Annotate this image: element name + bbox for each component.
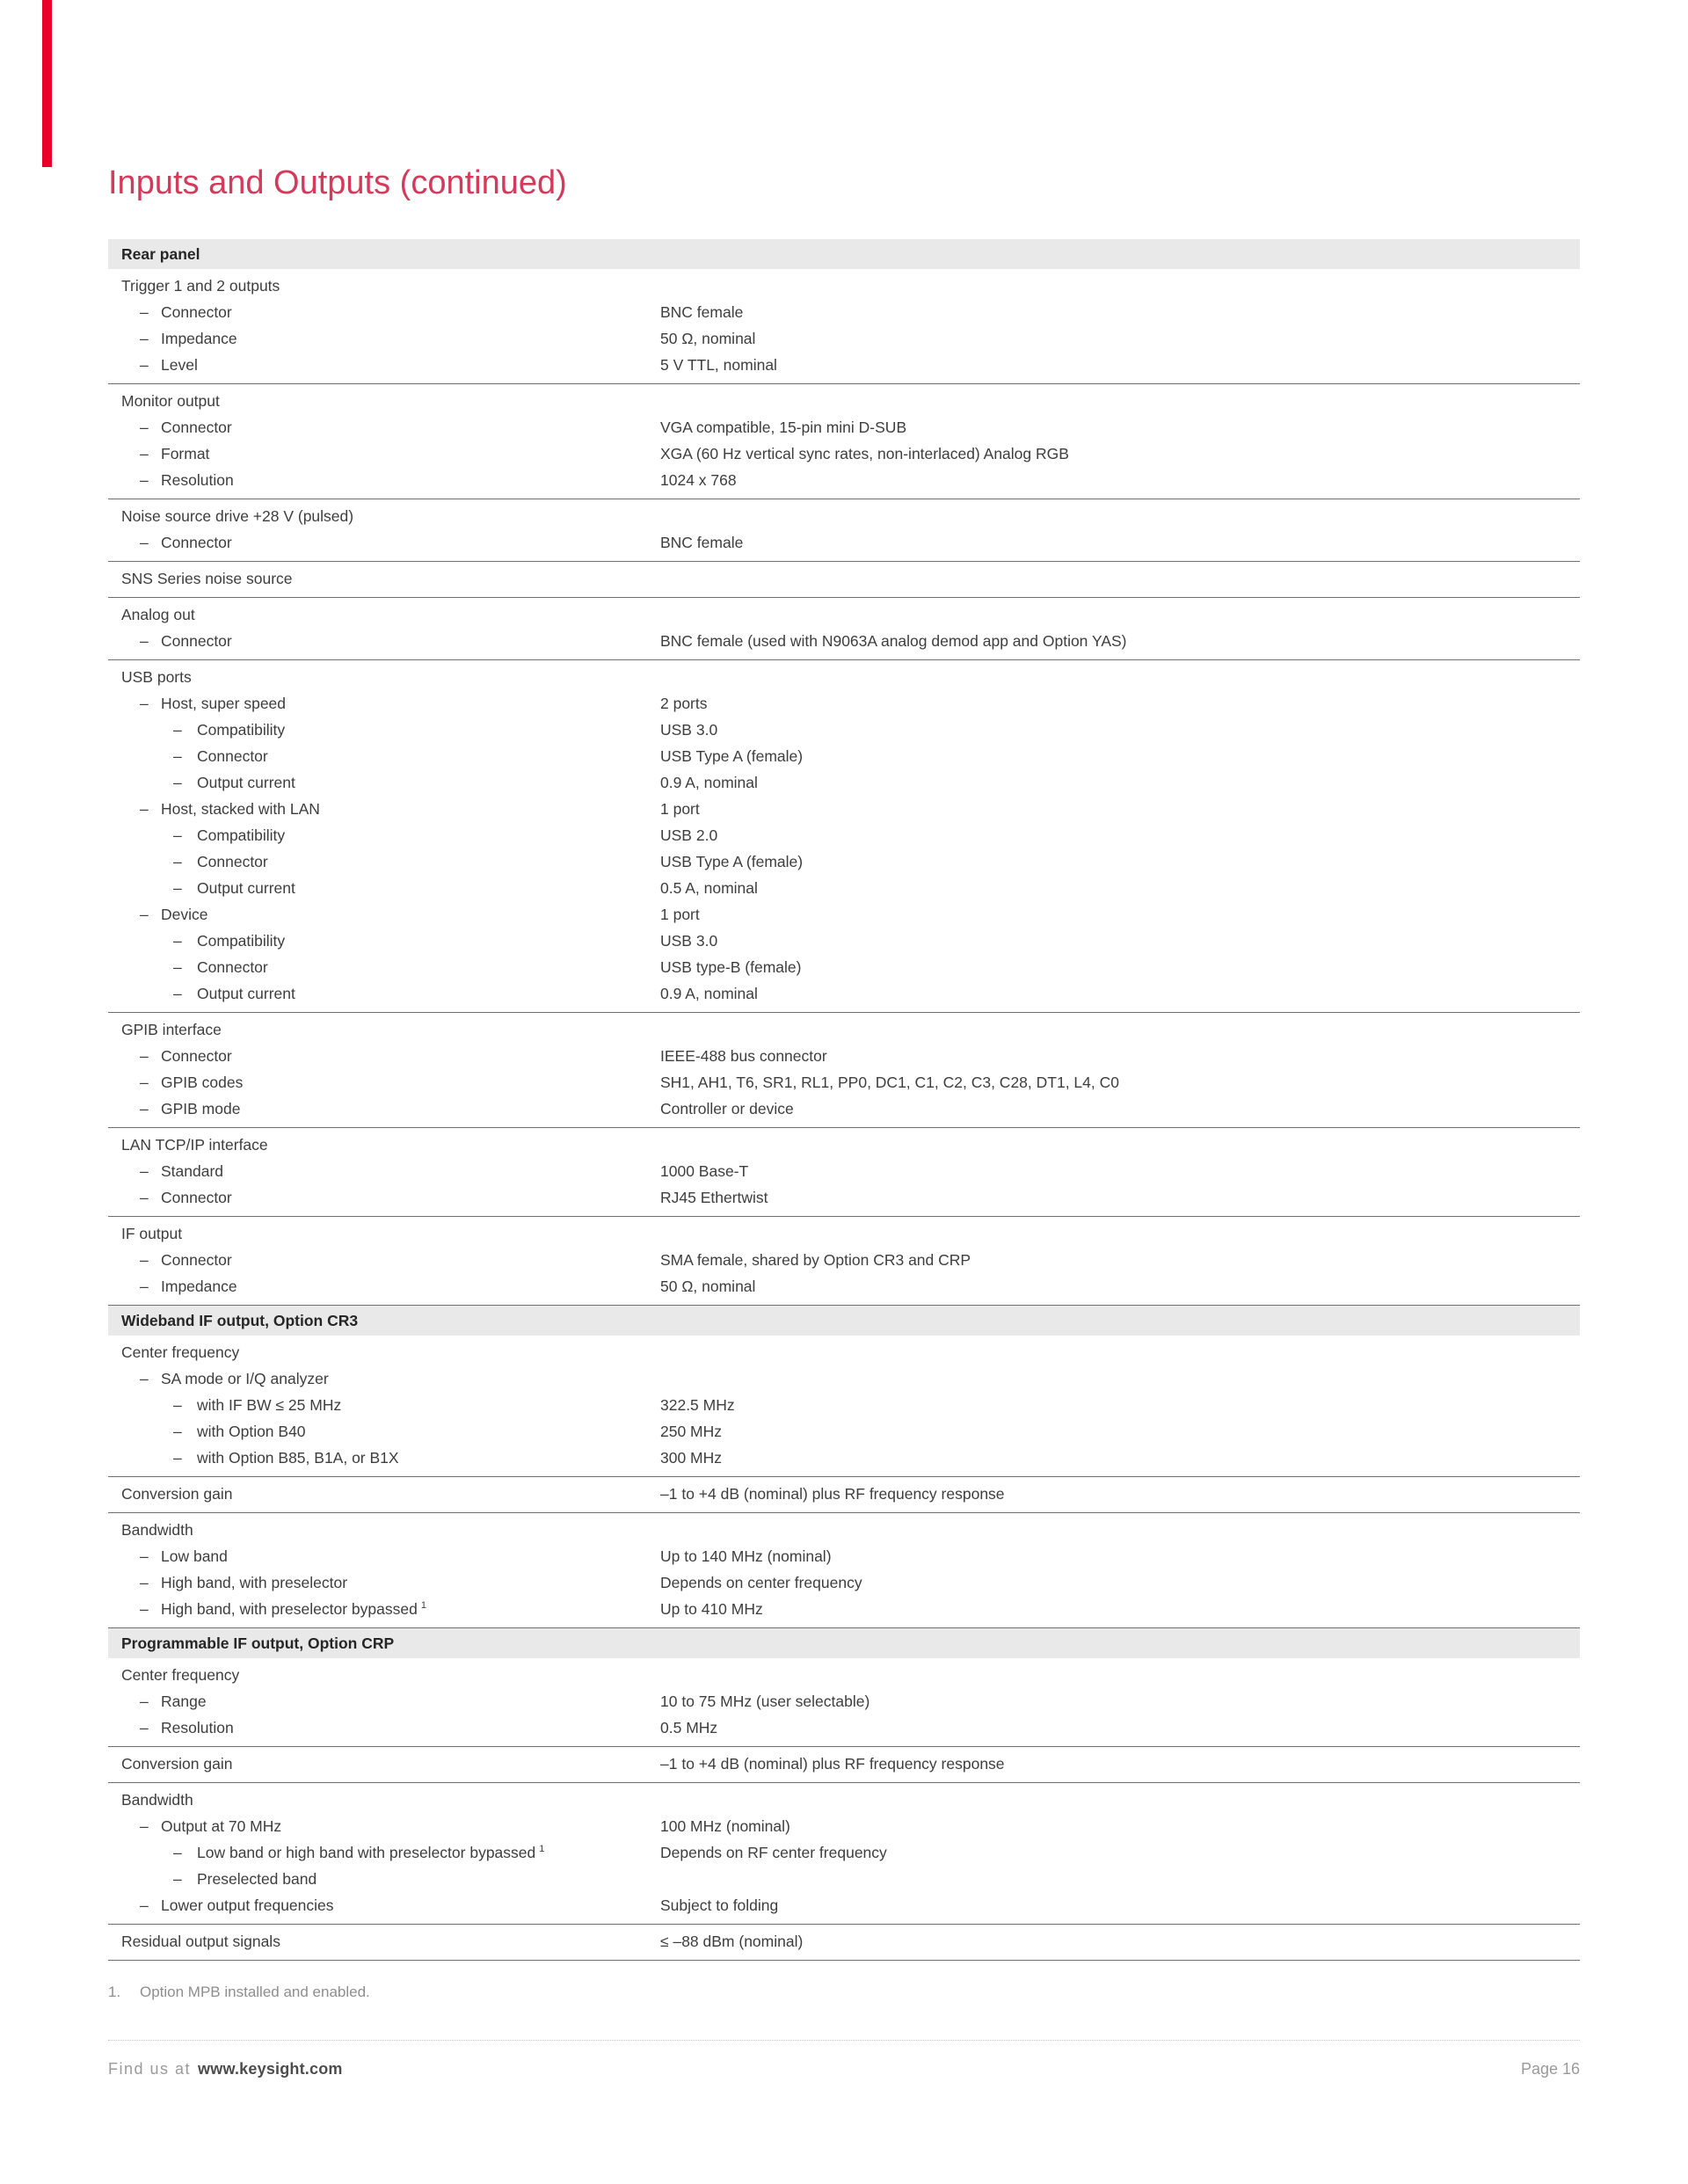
spec-label-text: Resolution (161, 1719, 234, 1736)
keysight-url[interactable]: www.keysight.com (198, 2060, 343, 2078)
spec-label-text: Level (161, 356, 198, 374)
dash-bullet: – (173, 774, 182, 791)
section-header: Rear panel (108, 239, 1580, 269)
spec-row (108, 352, 1580, 378)
spec-label-text: GPIB interface (121, 1021, 222, 1038)
spec-group (108, 1128, 1580, 1217)
spec-label-text: with Option B40 (197, 1423, 306, 1440)
spec-row (108, 717, 1580, 743)
spec-label-text: Impedance (161, 1278, 237, 1295)
spec-label-text: Compatibility (197, 721, 286, 739)
dash-bullet: – (140, 1547, 149, 1565)
spec-label (108, 601, 660, 628)
spec-label (108, 1866, 660, 1892)
spec-label (108, 1016, 660, 1043)
spec-row (108, 1220, 1580, 1247)
spec-label (108, 1220, 660, 1247)
spec-label-text: High band, with preselector (161, 1574, 348, 1591)
spec-table (108, 239, 1580, 1961)
page-footer (108, 2060, 1580, 2078)
spec-label-text: Range (161, 1693, 207, 1710)
spec-group (108, 1217, 1580, 1306)
dash-bullet: – (173, 747, 182, 765)
spec-value: USB Type A (female) (660, 853, 804, 870)
spec-row (108, 503, 1580, 529)
spec-label-text: Conversion gain (121, 1485, 233, 1503)
spec-row (108, 601, 1580, 628)
spec-label (108, 690, 660, 717)
spec-value: Subject to folding (660, 1896, 779, 1914)
spec-label-text: Format (161, 445, 210, 462)
spec-label (108, 769, 660, 796)
dash-bullet: – (173, 932, 182, 950)
dash-bullet: – (140, 906, 149, 923)
footnote-number: 1. (108, 1984, 121, 2000)
spec-label (108, 1543, 660, 1569)
dash-bullet: – (140, 1278, 149, 1295)
spec-label (108, 1928, 660, 1955)
spec-label-text: Low band (161, 1547, 228, 1565)
dash-bullet: – (140, 1074, 149, 1091)
spec-group (108, 384, 1580, 499)
spec-label (108, 1418, 660, 1445)
spec-row (108, 848, 1580, 875)
footnote-ref: 1 (539, 1844, 545, 1855)
spec-value: USB 3.0 (660, 932, 718, 950)
spec-value: 10 to 75 MHz (user selectable) (660, 1693, 870, 1710)
spec-group (108, 269, 1580, 384)
dash-bullet: – (140, 1896, 149, 1914)
spec-label (108, 1096, 660, 1122)
spec-row (108, 1662, 1580, 1688)
spec-value: Depends on center frequency (660, 1574, 862, 1591)
spec-value: Up to 410 MHz (660, 1600, 763, 1618)
dash-bullet: – (173, 879, 182, 897)
spec-value: Controller or device (660, 1100, 794, 1117)
spec-label (108, 503, 660, 529)
spec-group (108, 1783, 1580, 1925)
spec-label (108, 1184, 660, 1211)
spec-group (108, 499, 1580, 562)
spec-label (108, 1481, 660, 1507)
spec-label-text: Residual output signals (121, 1933, 280, 1950)
page-title: Inputs and Outputs (continued) (108, 164, 567, 201)
spec-row (108, 1392, 1580, 1418)
spec-label-text: GPIB codes (161, 1074, 244, 1091)
spec-label (108, 1517, 660, 1543)
spec-label-text: Connector (197, 958, 268, 976)
dash-bullet: – (140, 1693, 149, 1710)
spec-row (108, 1016, 1580, 1043)
spec-value: 250 MHz (660, 1423, 723, 1440)
spec-value: XGA (60 Hz vertical sync rates, non-interlaced) Analog RGB (660, 445, 1069, 462)
spec-row (108, 1365, 1580, 1392)
spec-value: VGA compatible, 15-pin mini D-SUB (660, 419, 907, 436)
dash-bullet: – (140, 330, 149, 347)
spec-label-text: Host, stacked with LAN (161, 800, 320, 818)
spec-row (108, 822, 1580, 848)
spec-value: USB 3.0 (660, 721, 718, 739)
spec-row (108, 1928, 1580, 1955)
spec-row (108, 1273, 1580, 1299)
spec-label-text: Conversion gain (121, 1755, 233, 1773)
spec-row (108, 1247, 1580, 1273)
spec-label (108, 664, 660, 690)
spec-label-text: Connector (161, 1047, 232, 1065)
spec-value: 300 MHz (660, 1449, 723, 1467)
spec-row (108, 1184, 1580, 1211)
spec-row (108, 1158, 1580, 1184)
spec-value: SMA female, shared by Option CR3 and CRP (660, 1251, 971, 1269)
spec-row (108, 1813, 1580, 1839)
spec-value: USB 2.0 (660, 826, 718, 844)
spec-label-text: Connector (161, 1189, 232, 1206)
spec-row (108, 901, 1580, 928)
spec-label-text: Noise source drive +28 V (pulsed) (121, 507, 354, 525)
spec-group (108, 1477, 1580, 1513)
spec-value: 322.5 MHz (660, 1396, 735, 1414)
dash-bullet: – (140, 1370, 149, 1387)
spec-label (108, 1445, 660, 1471)
spec-label-text: Output at 70 MHz (161, 1817, 282, 1835)
section-header: Programmable IF output, Option CRP (108, 1628, 1580, 1658)
spec-row (108, 1751, 1580, 1777)
spec-label (108, 1714, 660, 1741)
spec-label-text: SA mode or I/Q analyzer (161, 1370, 329, 1387)
spec-label (108, 1043, 660, 1069)
spec-label (108, 1132, 660, 1158)
footnote-text: Option MPB installed and enabled. (140, 1984, 370, 2000)
spec-value: ≤ –88 dBm (nominal) (660, 1933, 804, 1950)
spec-label (108, 1787, 660, 1813)
spec-value: 5 V TTL, nominal (660, 356, 777, 374)
spec-row (108, 1445, 1580, 1471)
dash-bullet: – (140, 800, 149, 818)
spec-label (108, 928, 660, 954)
spec-label-text: IF output (121, 1225, 183, 1242)
spec-row (108, 928, 1580, 954)
spec-value: 50 Ω, nominal (660, 330, 756, 347)
spec-label (108, 743, 660, 769)
spec-label (108, 529, 660, 556)
spec-row (108, 440, 1580, 467)
spec-label-text: Compatibility (197, 826, 286, 844)
spec-label-text: Connector (161, 1251, 232, 1269)
spec-group (108, 1925, 1580, 1961)
dash-bullet: – (140, 1047, 149, 1065)
spec-row (108, 1043, 1580, 1069)
spec-label-text: Bandwidth (121, 1521, 193, 1539)
spec-label (108, 440, 660, 467)
brand-accent-bar (42, 0, 52, 167)
spec-row (108, 1339, 1580, 1365)
footer-left (108, 2060, 343, 2078)
spec-row (108, 1839, 1580, 1866)
spec-label (108, 717, 660, 743)
spec-row (108, 565, 1580, 592)
spec-label (108, 1339, 660, 1365)
spec-label-text: High band, with preselector bypassed (161, 1600, 418, 1618)
spec-label (108, 822, 660, 848)
dash-bullet: – (173, 958, 182, 976)
spec-value: Up to 140 MHz (nominal) (660, 1547, 832, 1565)
spec-value: BNC female (used with N9063A analog demod app and Option YAS) (660, 632, 1127, 650)
dash-bullet: – (140, 1574, 149, 1591)
spec-label-text: Connector (197, 747, 268, 765)
page-number: Page 16 (1520, 2060, 1580, 2078)
spec-value: 50 Ω, nominal (660, 1278, 756, 1295)
spec-label-text: Connector (161, 632, 232, 650)
section-header: Wideband IF output, Option CR3 (108, 1306, 1580, 1336)
dash-bullet: – (173, 1870, 182, 1888)
spec-value: 1 port (660, 800, 700, 818)
spec-row (108, 414, 1580, 440)
dash-bullet: – (140, 695, 149, 712)
spec-row (108, 529, 1580, 556)
spec-value: 2 ports (660, 695, 708, 712)
spec-label (108, 1839, 660, 1866)
dash-bullet: – (140, 1600, 149, 1618)
spec-value: –1 to +4 dB (nominal) plus RF frequency response (660, 1485, 1005, 1503)
spec-group (108, 660, 1580, 1013)
spec-row (108, 1418, 1580, 1445)
spec-value: USB type-B (female) (660, 958, 802, 976)
spec-row (108, 1714, 1580, 1741)
spec-row (108, 388, 1580, 414)
footnote (108, 1984, 1580, 2001)
spec-row (108, 769, 1580, 796)
spec-label (108, 1569, 660, 1596)
footer-divider (108, 2040, 1580, 2041)
spec-group (108, 1747, 1580, 1783)
spec-label-text: Resolution (161, 471, 234, 489)
spec-row (108, 980, 1580, 1007)
spec-label-text: USB ports (121, 668, 192, 686)
spec-label (108, 1392, 660, 1418)
spec-row (108, 1132, 1580, 1158)
spec-label (108, 414, 660, 440)
spec-value: USB Type A (female) (660, 747, 804, 765)
dash-bullet: – (140, 1719, 149, 1736)
spec-value: IEEE-488 bus connector (660, 1047, 827, 1065)
spec-value: 0.5 A, nominal (660, 879, 758, 897)
spec-row (108, 1892, 1580, 1918)
spec-group (108, 562, 1580, 598)
spec-row (108, 664, 1580, 690)
spec-row (108, 467, 1580, 493)
spec-label-text: Lower output frequencies (161, 1896, 334, 1914)
spec-group (108, 1013, 1580, 1128)
spec-label-text: SNS Series noise source (121, 570, 293, 587)
spec-label (108, 875, 660, 901)
spec-label-text: GPIB mode (161, 1100, 241, 1117)
spec-label-text: with Option B85, B1A, or B1X (197, 1449, 399, 1467)
spec-label (108, 1751, 660, 1777)
spec-label-text: Center frequency (121, 1666, 240, 1684)
spec-label-text: Center frequency (121, 1343, 240, 1361)
spec-group (108, 1513, 1580, 1628)
spec-row (108, 1096, 1580, 1122)
spec-label-text: Output current (197, 774, 295, 791)
spec-label (108, 1158, 660, 1184)
spec-label (108, 1247, 660, 1273)
dash-bullet: – (173, 1449, 182, 1467)
spec-label (108, 565, 660, 592)
spec-label-text: Analog out (121, 606, 195, 623)
spec-label-text: Impedance (161, 330, 237, 347)
spec-value: 1000 Base-T (660, 1162, 749, 1180)
spec-label (108, 467, 660, 493)
dash-bullet: – (140, 1251, 149, 1269)
spec-value: BNC female (660, 534, 744, 551)
dash-bullet: – (140, 445, 149, 462)
spec-value: 0.9 A, nominal (660, 774, 758, 791)
footnote-ref: 1 (420, 1600, 426, 1612)
spec-label-text: Connector (161, 419, 232, 436)
spec-value: 1024 x 768 (660, 471, 737, 489)
spec-label (108, 388, 660, 414)
spec-label (108, 273, 660, 299)
spec-value: 0.9 A, nominal (660, 985, 758, 1002)
dash-bullet: – (173, 985, 182, 1002)
spec-label-text: Standard (161, 1162, 224, 1180)
spec-label (108, 352, 660, 378)
spec-label (108, 796, 660, 822)
spec-row (108, 1543, 1580, 1569)
spec-label-text: Host, super speed (161, 695, 287, 712)
spec-value: 1 port (660, 906, 700, 923)
spec-label (108, 1892, 660, 1918)
dash-bullet: – (140, 356, 149, 374)
spec-label-text: Output current (197, 879, 295, 897)
spec-row (108, 796, 1580, 822)
spec-label (108, 628, 660, 654)
spec-row (108, 1069, 1580, 1096)
spec-label-text: Connector (161, 303, 232, 321)
spec-label (108, 299, 660, 325)
spec-row (108, 875, 1580, 901)
spec-group (108, 1336, 1580, 1477)
spec-label-text: with IF BW ≤ 25 MHz (197, 1396, 342, 1414)
spec-row (108, 1569, 1580, 1596)
spec-label-text: Trigger 1 and 2 outputs (121, 277, 280, 295)
spec-group (108, 598, 1580, 660)
dash-bullet: – (140, 1162, 149, 1180)
spec-label-text: Preselected band (197, 1870, 317, 1888)
dash-bullet: – (140, 471, 149, 489)
spec-label-text: Connector (161, 534, 232, 551)
spec-row (108, 628, 1580, 654)
spec-row (108, 690, 1580, 717)
spec-value: RJ45 Ethertwist (660, 1189, 768, 1206)
spec-value: SH1, AH1, T6, SR1, RL1, PP0, DC1, C1, C2, C3, C28, DT1, L4, C0 (660, 1074, 1119, 1091)
dash-bullet: – (173, 1396, 182, 1414)
dash-bullet: – (173, 1844, 182, 1861)
dash-bullet: – (173, 721, 182, 739)
spec-row (108, 325, 1580, 352)
dash-bullet: – (140, 1100, 149, 1117)
spec-label (108, 1069, 660, 1096)
dash-bullet: – (140, 419, 149, 436)
spec-label-text: LAN TCP/IP interface (121, 1136, 268, 1154)
spec-label (108, 848, 660, 875)
spec-value: –1 to +4 dB (nominal) plus RF frequency response (660, 1755, 1005, 1773)
spec-label (108, 1365, 660, 1392)
find-us-label: Find us at (108, 2060, 192, 2078)
spec-label (108, 1688, 660, 1714)
spec-row (108, 1596, 1580, 1622)
dash-bullet: – (140, 303, 149, 321)
dash-bullet: – (173, 853, 182, 870)
spec-row (108, 743, 1580, 769)
spec-label (108, 1662, 660, 1688)
spec-label-text: Monitor output (121, 392, 220, 410)
spec-row (108, 954, 1580, 980)
spec-row (108, 299, 1580, 325)
dash-bullet: – (173, 826, 182, 844)
spec-row (108, 1787, 1580, 1813)
spec-value: BNC female (660, 303, 744, 321)
spec-label (108, 1273, 660, 1299)
spec-value: 0.5 MHz (660, 1719, 718, 1736)
spec-label (108, 980, 660, 1007)
spec-label-text: Device (161, 906, 208, 923)
spec-row (108, 1481, 1580, 1507)
spec-label (108, 954, 660, 980)
spec-label-text: Connector (197, 853, 268, 870)
dash-bullet: – (140, 534, 149, 551)
dash-bullet: – (140, 632, 149, 650)
dash-bullet: – (140, 1189, 149, 1206)
spec-row (108, 1688, 1580, 1714)
spec-label (108, 325, 660, 352)
spec-row (108, 1517, 1580, 1543)
spec-label-text: Output current (197, 985, 295, 1002)
spec-group (108, 1658, 1580, 1747)
spec-row (108, 1866, 1580, 1892)
spec-value: 100 MHz (nominal) (660, 1817, 790, 1835)
dash-bullet: – (140, 1817, 149, 1835)
dash-bullet: – (173, 1423, 182, 1440)
spec-label-text: Low band or high band with preselector bypassed (197, 1844, 536, 1861)
spec-label (108, 1813, 660, 1839)
spec-label (108, 1596, 660, 1622)
spec-row (108, 273, 1580, 299)
spec-label-text: Bandwidth (121, 1791, 193, 1809)
spec-value: Depends on RF center frequency (660, 1844, 887, 1861)
spec-label-text: Compatibility (197, 932, 286, 950)
spec-label (108, 901, 660, 928)
page-content (108, 0, 1580, 2078)
